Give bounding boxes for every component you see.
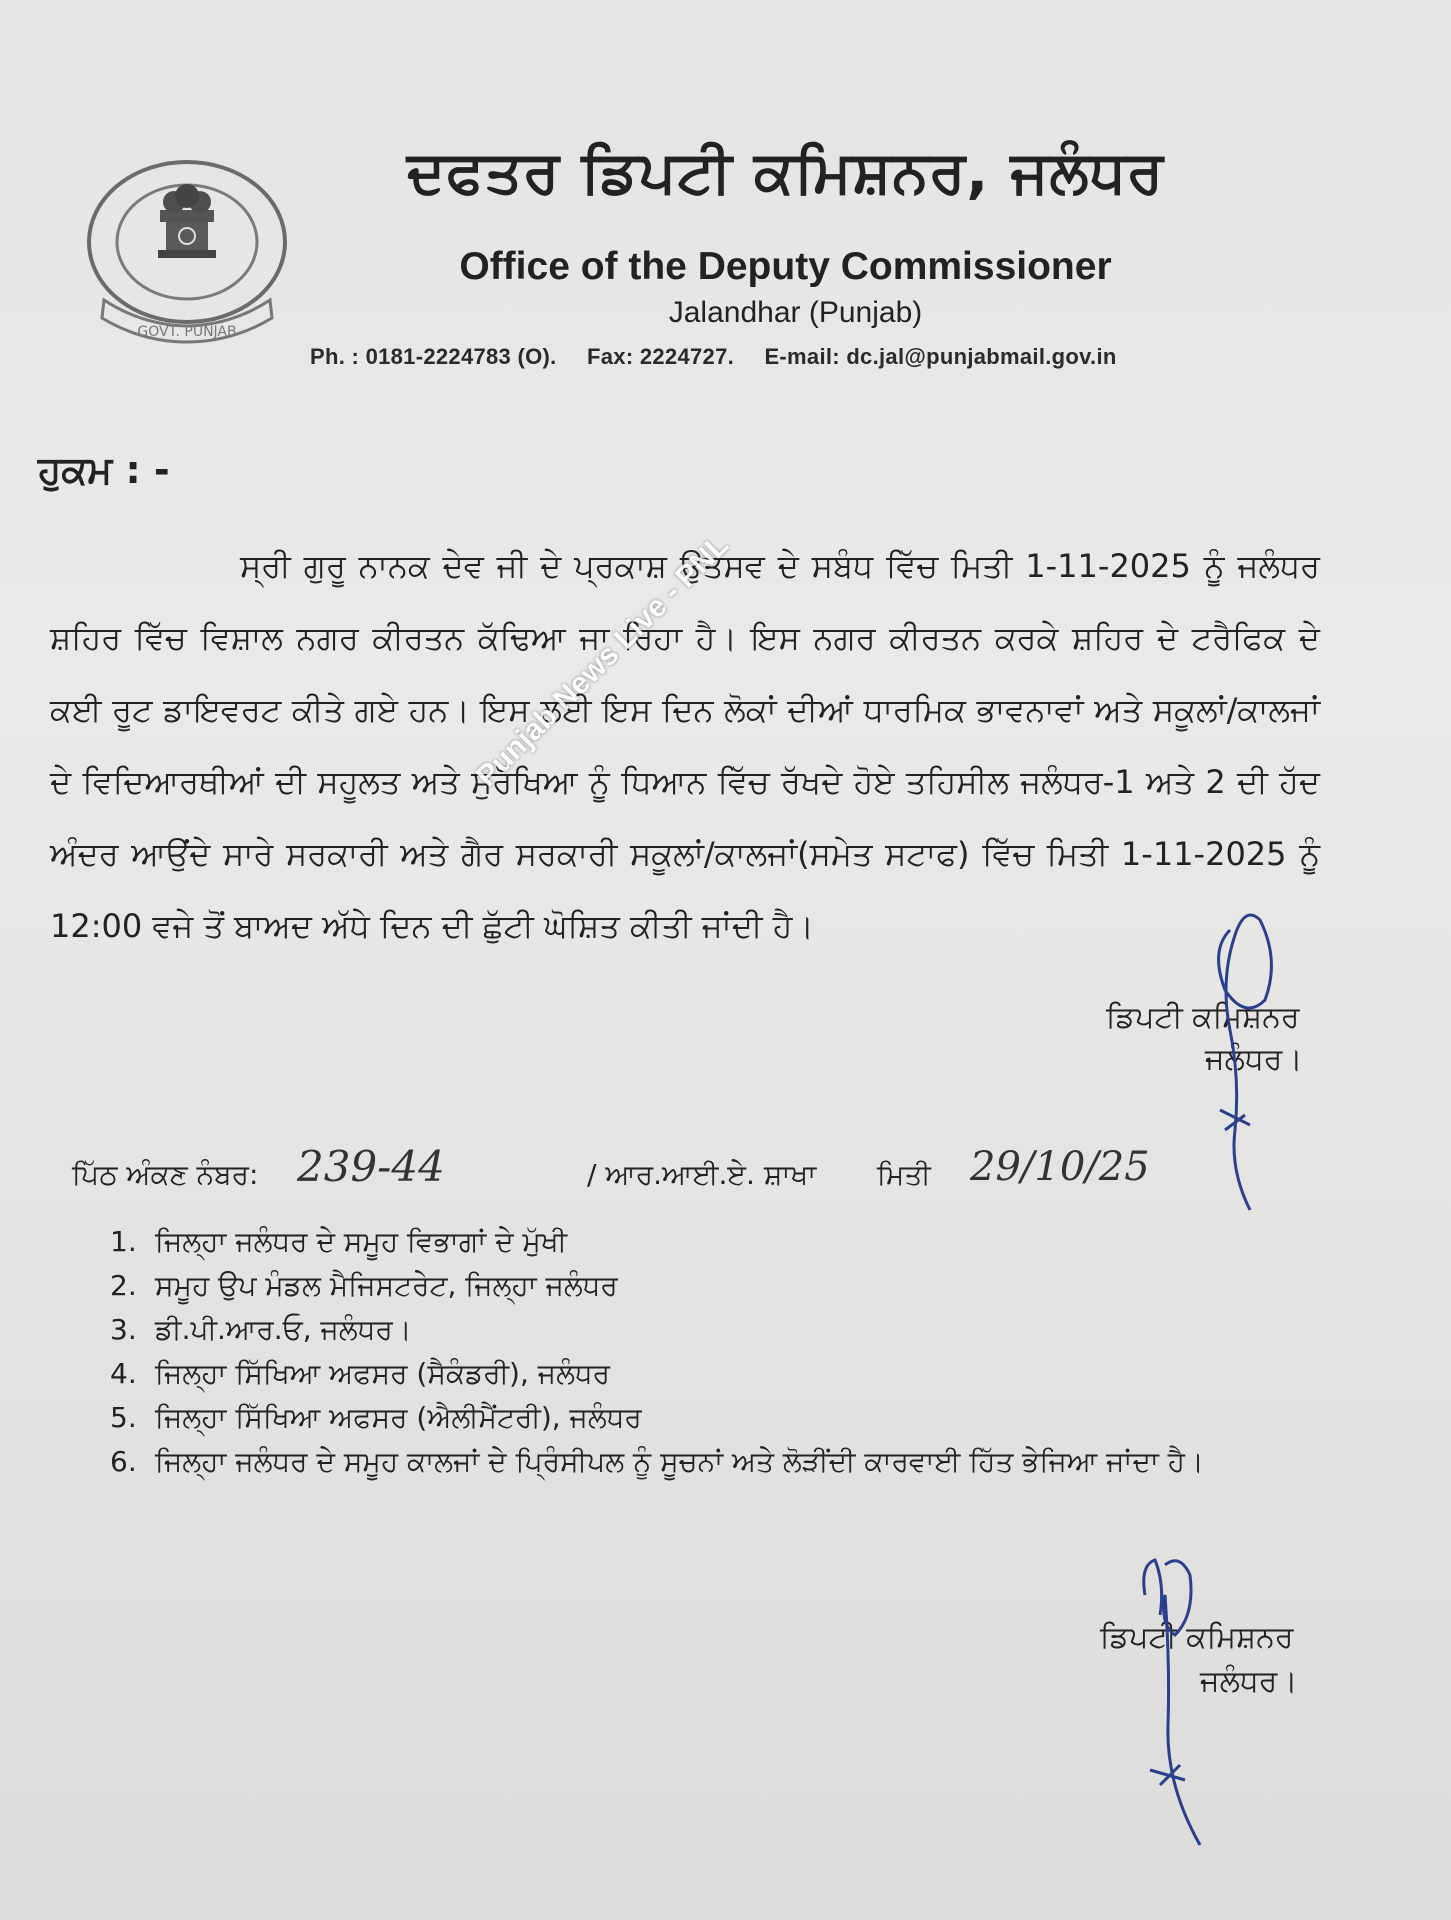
signature-2-title: ਡਿਪਟੀ ਕਮਿਸ਼ਨਰ xyxy=(1100,1620,1294,1655)
order-heading: ਹੁਕਮ : - xyxy=(38,448,170,492)
office-location: Jalandhar (Punjab) xyxy=(668,296,923,329)
contact-line xyxy=(310,344,1390,370)
office-title-punjabi: ਦਫਤਰ ਡਿਪਟੀ ਕਮਿਸ਼ਨਰ, ਜਲੰਧਰ xyxy=(406,138,1165,206)
endorsement-line xyxy=(72,1142,1372,1220)
endorsement-number: 239-44 xyxy=(297,1142,445,1191)
watermark: Punjab News Live - PNL xyxy=(470,528,735,794)
email-address: E-mail: dc.jal@punjabmail.gov.in xyxy=(764,344,1117,369)
list-item: 4. ਜਿਲ੍ਹਾ ਸਿੱਖਿਆ ਅਫਸਰ (ਸੈਕੰਡਰੀ), ਜਲੰਧਰ xyxy=(110,1357,610,1390)
list-item: 3. ਡੀ.ਪੀ.ਆਰ.ਓ, ਜਲੰਧਰ। xyxy=(110,1313,412,1346)
svg-text:GOVT. PUNJAB: GOVT. PUNJAB xyxy=(137,324,237,340)
signature-2-scribble-icon xyxy=(1120,1555,1230,1855)
handwritten-date: 29/10/25 xyxy=(970,1144,1150,1190)
phone-number: Ph. : 0181-2224783 (O). xyxy=(310,344,557,369)
list-item: 1. ਜਿਲ੍ਹਾ ਜਲੰਧਰ ਦੇ ਸਮੂਹ ਵਿਭਾਗਾਂ ਦੇ ਮੁੱਖੀ xyxy=(110,1225,568,1258)
list-item: 5. ਜਿਲ੍ਹਾ ਸਿੱਖਿਆ ਅਫਸਰ (ਐਲੀਮੈਂਟਰੀ), ਜਲੰਧਰ xyxy=(110,1401,642,1434)
date-label: ਮਿਤੀ xyxy=(877,1158,931,1191)
distribution-list xyxy=(110,1220,1204,1484)
order-body: ਸ੍ਰੀ ਗੁਰੂ ਨਾਨਕ ਦੇਵ ਜੀ ਦੇ ਪ੍ਰਕਾਸ਼ ਉਤਸਵ ਦੇ ਸਬੰਧ ਵਿੱਚ ਮਿਤੀ 1-11-2025 ਨੂੰ ਜਲੰਧਰ ਸ਼ਹਿਰ ਵਿੱਚ ਵਿਸ਼ਾਲ ਨਗਰ ਕੀਰਤਨ ਕੱਢਿਆ ਜਾ ਰਿਹਾ ਹੈ। ਇਸ ਨਗਰ ਕੀਰਤਨ ਕਰਕੇ ਸ਼ਹਿਰ ਦੇ ਟਰੈਫਿਕ ਦੇ ਕਈ ਰੂਟ ਡਾਇਵਰਟ ਕੀਤੇ ਗਏ ਹਨ। ਇਸ ਲਈ ਇਸ ਦਿਨ ਲੋਕਾਂ ਦੀਆਂ ਧਾਰਮਿਕ ਭਾਵਨਾਵਾਂ ਅਤੇ ਸਕੂਲਾਂ/ਕਾਲਜਾਂ ਦੇ ਵਿਦਿਆਰਥੀਆਂ ਦੀ ਸਹੂਲਤ ਅਤੇ ਸੁਰੱਖਿਆ ਨੂੰ ਧਿਆਨ ਵਿੱਚ ਰੱਖਦੇ ਹੋਏ ਤਹਿਸੀਲ ਜਲੰਧਰ-1 ਅਤੇ 2 ਦੀ ਹੱਦ ਅੰਦਰ ਆਉਂਦੇ ਸਾਰੇ ਸਰਕਾਰੀ ਅਤੇ ਗੈਰ ਸਰਕਾਰੀ ਸਕੂਲਾਂ/ਕਾਲਜਾਂ(ਸਮੇਤ ਸਟਾਫ) ਵਿੱਚ ਮਿਤੀ 1-11-2025 ਨੂੰ 12:00 ਵਜੇ ਤੋਂ ਬਾਅਦ ਅੱਧੇ ਦਿਨ ਦੀ ਛੁੱਟੀ ਘੋਸ਼ਿਤ ਕੀਤੀ ਜਾਂਦੀ ਹੈ। xyxy=(50,547,1320,945)
signature-1-place: ਜਲੰਧਰ। xyxy=(1205,1042,1303,1077)
endorsement-label: ਪਿੱਠ ਅੰਕਣ ਨੰਬਰ: xyxy=(72,1158,259,1191)
fax-number: Fax: 2224727. xyxy=(587,344,735,369)
signature-2-place: ਜਲੰਧਰ। xyxy=(1200,1664,1298,1699)
list-item: 2. ਸਮੂਹ ਉਪ ਮੰਡਲ ਮੈਜਿਸਟਰੇਟ, ਜਿਲ੍ਹਾ ਜਲੰਧਰ xyxy=(110,1269,618,1302)
list-item: 6. ਜਿਲ੍ਹਾ ਜਲੰਧਰ ਦੇ ਸਮੂਹ ਕਾਲਜਾਂ ਦੇ ਪ੍ਰਿੰਸੀਪਲ ਨੂੰ ਸੂਚਨਾਂ ਅਤੇ ਲੋੜੀਂਦੀ ਕਾਰਵਾਈ ਹਿੱਤ ਭੇਜਿਆ ਜਾਂਦਾ ਹੈ। xyxy=(110,1445,1204,1478)
office-title-english: Office of the Deputy Commissioner xyxy=(459,245,1112,288)
branch-name: / ਆਰ.ਆਈ.ਏ. ਸ਼ਾਖਾ xyxy=(587,1158,817,1191)
signature-1-title: ਡਿਪਟੀ ਕਮਿਸ਼ਨਰ xyxy=(1106,1000,1300,1035)
